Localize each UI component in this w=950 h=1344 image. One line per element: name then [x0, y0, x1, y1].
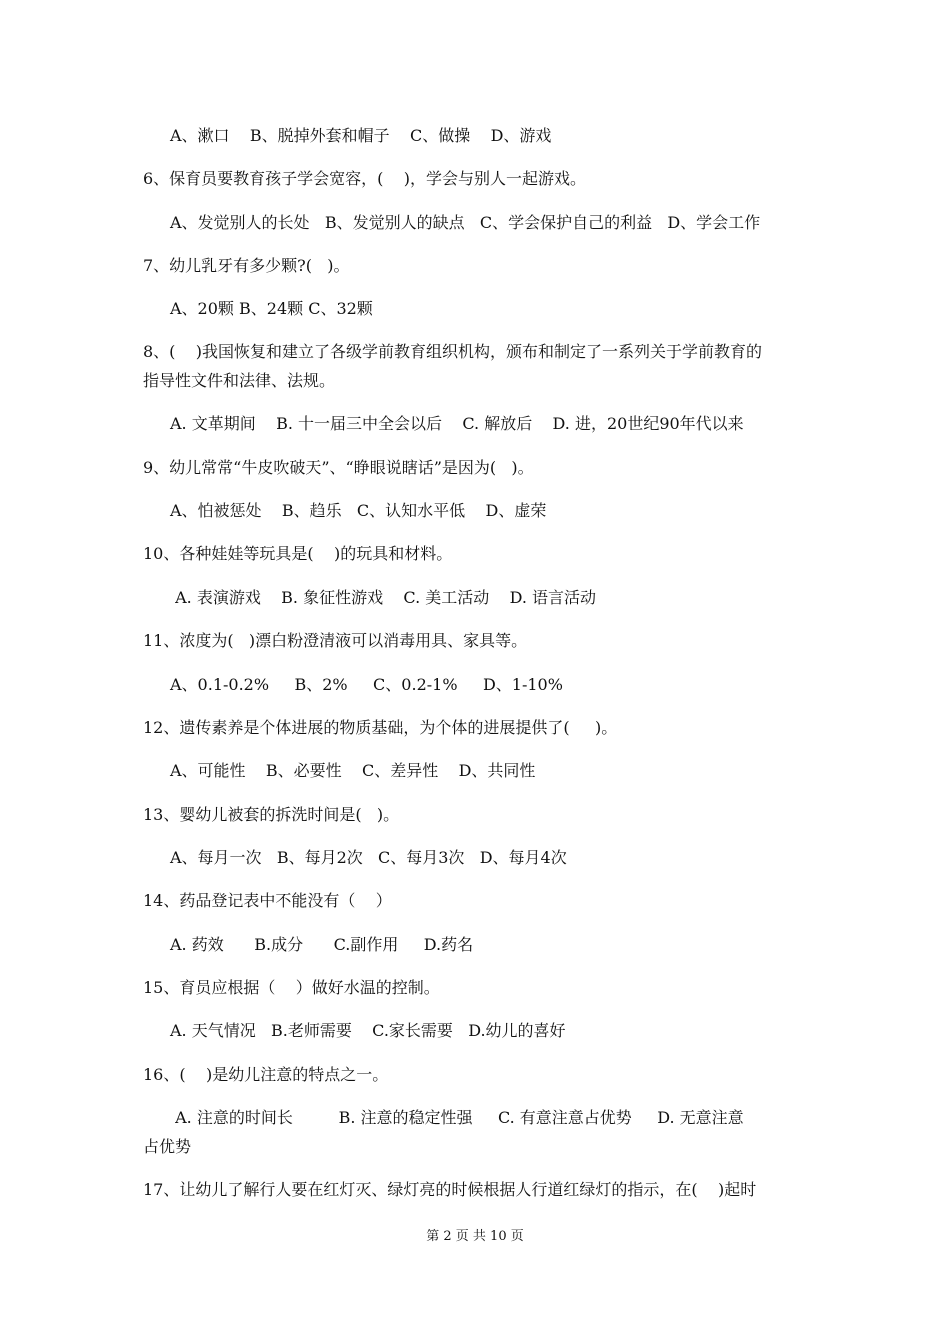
- options-line: A、每月一次 B、每月2次 C、每月3次 D、每月4次: [170, 848, 567, 867]
- options-line: A. 文革期间 B. 十一届三中全会以后 C. 解放后 D. 进，20世纪90年代以来: [170, 414, 744, 433]
- question-15: 15、育员应根据（ ）做好水温的控制。: [143, 978, 440, 997]
- options-line: A、漱口 B、脱掉外套和帽子 C、做操 D、游戏: [170, 126, 552, 145]
- question-9: 9、幼儿常常“牛皮吹破天”、“睁眼说瞎话”是因为( )。: [143, 458, 534, 477]
- question-6: 6、保育员要教育孩子学会宽容，( )，学会与别人一起游戏。: [143, 169, 587, 188]
- question-13: 13、婴幼儿被套的拆洗时间是( )。: [143, 805, 400, 824]
- options-line: A. 注意的时间长 B. 注意的稳定性强 C. 有意注意占优势 D. 无意注意: [170, 1108, 744, 1127]
- question-14: 14、药品登记表中不能没有（ ）: [143, 891, 392, 910]
- options-line-cont: 占优势: [143, 1137, 192, 1156]
- page-footer: 第 2 页 共 10 页: [426, 1229, 524, 1244]
- question-8-cont: 指导性文件和法律、法规。: [143, 371, 336, 390]
- options-line: A. 表演游戏 B. 象征性游戏 C. 美工活动 D. 语言活动: [170, 588, 597, 607]
- question-10: 10、各种娃娃等玩具是( )的玩具和材料。: [143, 544, 453, 563]
- question-8: 8、( )我国恢复和建立了各级学前教育组织机构，颁布和制定了一系列关于学前教育的: [143, 342, 763, 361]
- options-line: A. 天气情况 B.老师需要 C.家长需要 D.幼儿的喜好: [170, 1021, 566, 1040]
- options-line: A、0.1-0.2% B、2% C、0.2-1% D、1-10%: [170, 675, 563, 694]
- options-line: A. 药效 B.成分 C.副作用 D.药名: [170, 935, 474, 954]
- question-12: 12、遗传素养是个体进展的物质基础，为个体的进展提供了( )。: [143, 718, 618, 737]
- options-line: A、可能性 B、必要性 C、差异性 D、共同性: [170, 761, 536, 780]
- question-11: 11、浓度为( )漂白粉澄清液可以消毒用具、家具等。: [143, 631, 528, 650]
- question-17: 17、让幼儿了解行人要在红灯灭、绿灯亮的时候根据人行道红绿灯的指示，在( )起时: [143, 1180, 757, 1199]
- options-line: A、怕被惩处 B、趋乐 C、认知水平低 D、虚荣: [170, 501, 547, 520]
- options-line: A、发觉别人的长处 B、发觉别人的缺点 C、学会保护自己的利益 D、学会工作: [170, 213, 761, 232]
- question-16: 16、( )是幼儿注意的特点之一。: [143, 1065, 389, 1084]
- question-7: 7、幼儿乳牙有多少颗?( )。: [143, 256, 350, 275]
- options-line: A、20颗 B、24颗 C、32颗: [170, 299, 373, 318]
